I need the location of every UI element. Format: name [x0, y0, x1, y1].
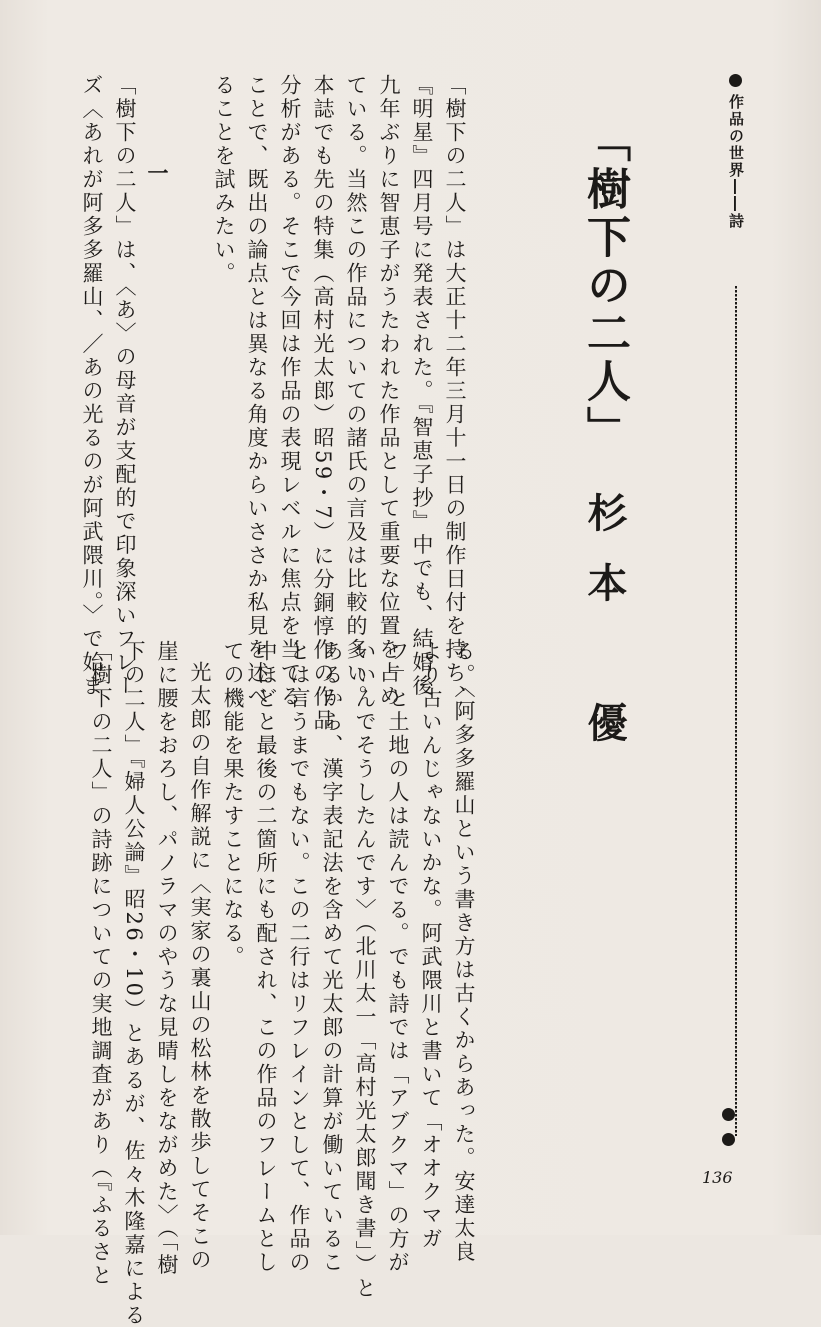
text-line: 本誌でも先の特集（高村光太郎）昭59・7）に分銅惇作の作品 [311, 74, 335, 733]
text-line: あるから、漢字表記法を含めて光太郎の計算が働いているこ [320, 640, 344, 1275]
page-number: 136 [702, 1168, 733, 1187]
bottom-ornament [722, 1108, 738, 1148]
text-line: ている。当然この作品についての諸氏の言及は比較的多い。 [344, 74, 368, 709]
lower-text-block [60, 640, 480, 1327]
bullet-icon [729, 74, 742, 87]
text-line: 中ほどと最後の二箇所にも配され、この作品のフレームとし [254, 640, 278, 1275]
text-line: ることを試みたい。 [212, 74, 236, 286]
text-line: 分析がある。そこで今回は作品の表現レベルに焦点を当てる [278, 74, 302, 709]
bullet-icon [722, 1133, 735, 1146]
upper-text-block [80, 74, 471, 733]
text-line: いいんでそうしたんです〉（北川太一「高村光太郎聞き書」）と [353, 640, 377, 1301]
article-author: 杉本 優 [581, 492, 628, 772]
text-line: 「樹下の二人」は、〈あ〉の母音が支配的で印象深いフレー [113, 74, 137, 698]
blank-line [174, 74, 207, 614]
text-line: 崖に腰をおろし、パノラマのやうな見晴しをながめた〉（「樹 [155, 640, 179, 1277]
text-line: より古いんじゃないかな。阿武隈川と書いて「オオクマガ [419, 640, 443, 1251]
section-number: 一 [145, 162, 170, 186]
article-title: 「樹下の二人」 [579, 118, 630, 454]
text-line: ことで、既出の論点とは異なる角度からいささか私見を述べ [245, 74, 269, 709]
text-line: とは言うまでもない。この二行はリフレインとして、作品の [287, 640, 311, 1275]
text-line: 九年ぶりに智恵子がうたわれた作品として重要な位置を占め [377, 74, 401, 709]
text-line: 光太郎の自作解説に〈実家の裏山の松林を散歩してそこの [188, 661, 212, 1272]
running-head [724, 74, 748, 1074]
bullet-icon [722, 1108, 735, 1121]
running-head-label: 作品の世界――詩 [727, 94, 745, 230]
text-line: る。〈阿多多羅山という書き方は古くからあった。安達太良 [452, 640, 476, 1264]
text-line: ワ」と土地の人は読んでる。でも詩では「アブクマ」の方が [386, 640, 410, 1275]
text-line: ズ〈あれが阿多多羅山、／あの光るのが阿武隈川。〉で始ま [80, 74, 104, 698]
running-head-rule [735, 286, 737, 1136]
text-line: 「樹下の二人」は大正十二年三月十一日の制作日付を持ち、 [443, 74, 467, 709]
text-line: 「樹下の二人」の詩跡についての実地調査があり（『ふるさと [89, 640, 113, 1288]
text-line: 下の二人」『婦人公論』昭26・10）とあるが、佐々木隆嘉による [122, 640, 146, 1327]
text-line: ての機能を果たすことになる。 [221, 640, 245, 969]
text-line: 『明星』四月号に発表された。『智恵子抄』中でも、結婚後 [410, 74, 434, 698]
